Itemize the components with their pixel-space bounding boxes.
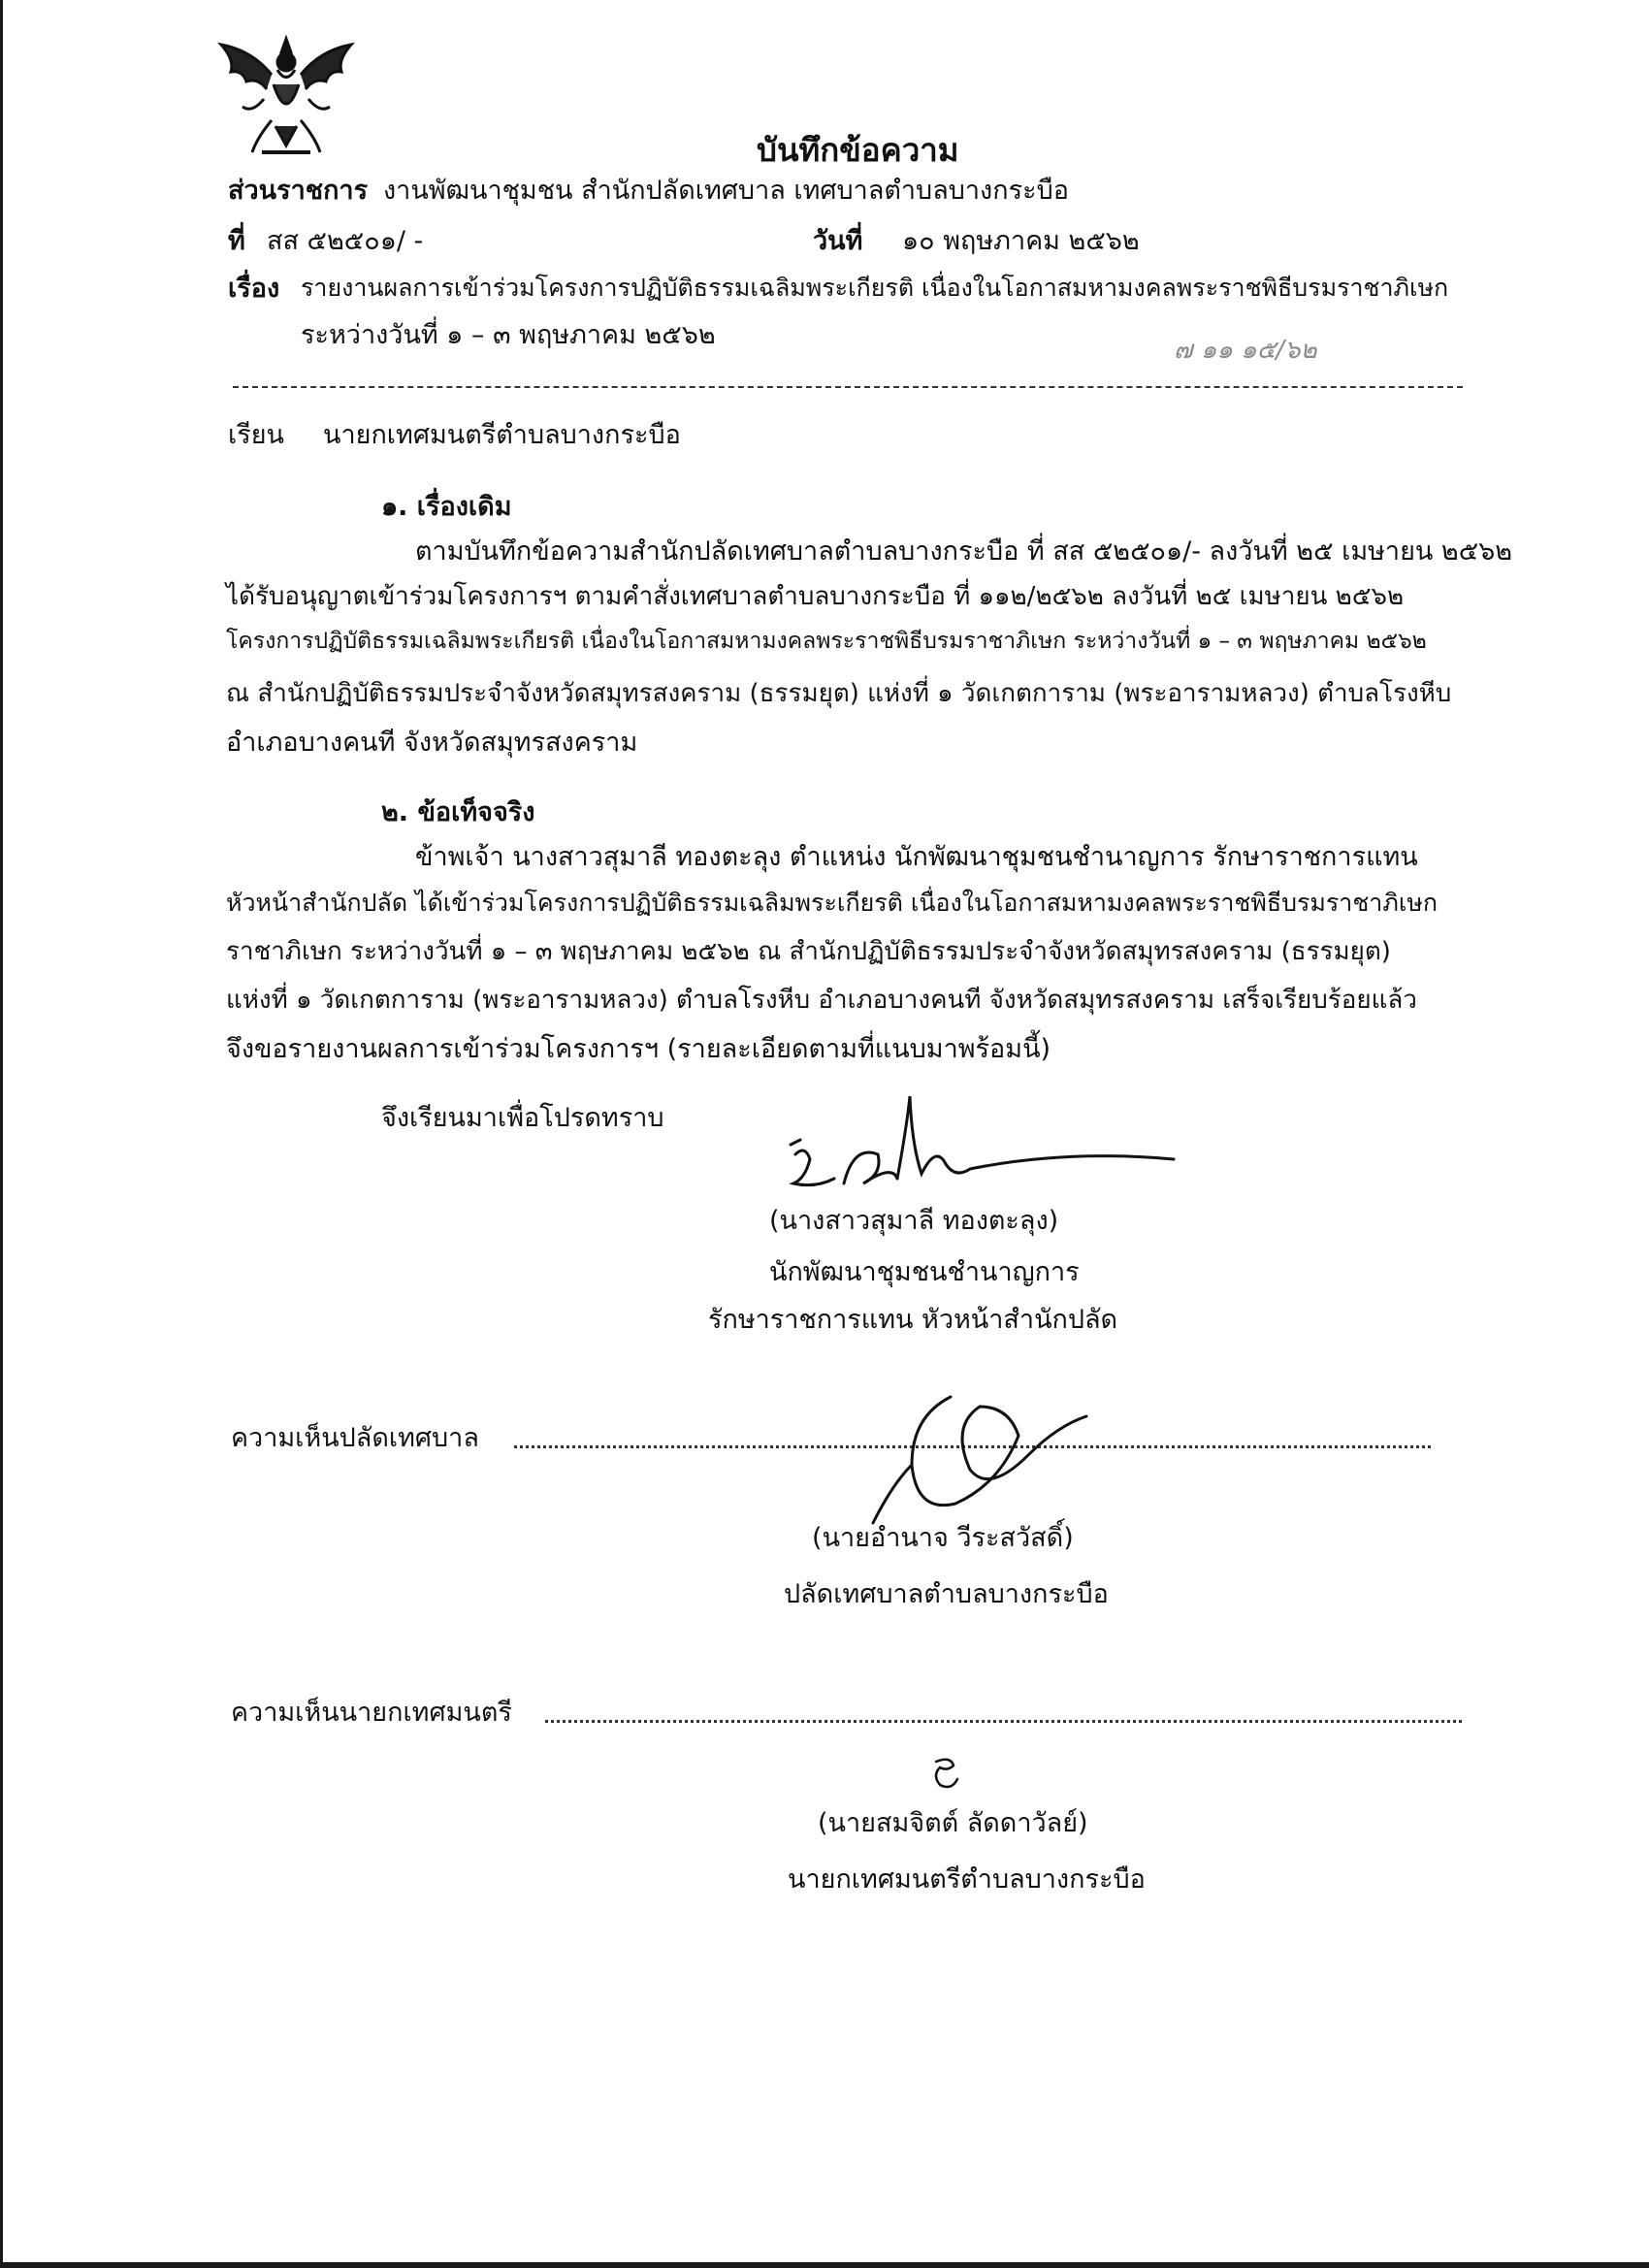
section2-line: แห่งที่ ๑ วัดเกตการาม (พระอารามหลวง) ตำบลโรงหีบ อำเภอบางคนที จังหวัดสมุทรสงคราม เสร็จเรียบร้อยแล้ว [226,986,1417,1015]
section2-line: ข้าพเจ้า นางสาวสุมาลี ทองตะลุง ตำแหน่ง นักพัฒนาชุมชนชำนาญการ รักษาราชการแทน [415,842,1418,872]
section2-line: จึงขอรายงานผลการเข้าร่วมโครงการฯ (รายละเอียดตามที่แนบมาพร้อมนี้) [226,1034,1051,1064]
signature-2 [834,1377,1106,1533]
clerk-name: (นายอำนาจ วีระสวัสดิ์) [812,1523,1074,1553]
section1-line: โครงการปฏิบัติธรรมเฉลิมพระเกียรติ เนื่องในโอกาสมหามงคลพระราชพิธีบรมราชาภิเษก ระหว่างวันที่ ๑ – ๓ พฤษภาคม ๒๕๖๒ [226,629,1427,654]
section1-line: ได้รับอนุญาตเข้าร่วมโครงการฯ ตามคำสั่งเทศบาลตำบลบางกระบือ ที่ ๑๑๒/๒๕๖๒ ลงวันที่ ๒๕ เมษายน ๒๕๖๒ [226,582,1405,611]
memo-title: บันทึกข้อความ [757,131,959,169]
mayor-opinion-label: ความเห็นนายกเทศมนตรี [231,1698,512,1728]
section1-heading: ๑. เรื่องเดิม [381,492,512,522]
salutation-label: เรียน [228,420,285,450]
header-divider [233,386,1463,388]
clerk-position: ปลัดเทศบาลตำบลบางกระบือ [784,1579,1109,1609]
ref-value: สส ๕๒๕๐๑/ - [267,226,424,256]
subject-line-1: รายงานผลการเข้าร่วมโครงการปฏิบัติธรรมเฉลิมพระเกียรติ เนื่องในโอกาสมหามงคลพระราชพิธีบรมราชาภิเษก [301,274,1449,302]
section1-line: ณ สำนักปฏิบัติธรรมประจำจังหวัดสมุทรสงคราม (ธรรมยุต) แห่งที่ ๑ วัดเกตการาม (พระอารามหลวง) ตำบลโรงหีบ [226,679,1452,708]
scan-edge-bottom [0,2262,1649,2268]
garuda-emblem-icon [213,31,359,162]
section1-line: อำเภอบางคนที จังหวัดสมุทรสงคราม [226,728,638,758]
section2-line: ราชาภิเษก ระหว่างวันที่ ๑ – ๓ พฤษภาคม ๒๕๖๒ ณ สำนักปฏิบัติธรรมประจำจังหวัดสมุทรสงคราม (ธรรมยุต) [226,937,1391,966]
section1-line: ตามบันทึกข้อความสำนักปลัดเทศบาลตำบลบางกระบือ ที่ สส ๕๒๕๐๑/- ลงวันที่ ๒๕ เมษายน ๒๕๖๒ [415,536,1513,567]
signature-3 [926,1754,965,1793]
section2-line: หัวหน้าสำนักปลัด ได้เข้าร่วมโครงการปฏิบัติธรรมเฉลิมพระเกียรติ เนื่องในโอกาสมหามงคลพระราชพิธีบรมราชาภิเษก [226,889,1438,917]
agency-label: ส่วนราชการ [228,176,369,206]
handwritten-note: ๗ ๑๑ ๑๕/๖๒ [1174,336,1317,365]
signer1-acting: รักษาราชการแทน หัวหน้าสำนักปลัด [708,1305,1118,1335]
subject-line-2: ระหว่างวันที่ ๑ – ๓ พฤษภาคม ๒๕๖๒ [301,320,716,350]
signature-1 [776,1086,1183,1213]
ref-label: ที่ [228,226,245,256]
closing-text: จึงเรียนมาเพื่อโปรดทราบ [381,1103,664,1133]
clerk-opinion-label: ความเห็นปลัดเทศบาล [231,1423,479,1453]
subject-label: เรื่อง [228,274,280,304]
mayor-name: (นายสมจิตต์ ลัดดาวัลย์) [818,1808,1088,1838]
agency-value: งานพัฒนาชุมชน สำนักปลัดเทศบาล เทศบาลตำบลบางกระบือ [383,176,1069,206]
signer1-position: นักพัฒนาชุมชนชำนาญการ [769,1257,1080,1287]
mayor-opinion-dotted-line [545,1720,1462,1723]
date-value: ๑๐ พฤษภาคม ๒๕๖๒ [902,226,1140,256]
section2-heading: ๒. ข้อเท็จจริง [381,797,535,827]
salutation-value: นายกเทศมนตรีตำบลบางกระบือ [323,420,681,450]
scan-edge-left [0,0,3,2268]
mayor-position: นายกเทศมนตรีตำบลบางกระบือ [788,1864,1146,1895]
signer1-name: (นางสาวสุมาลี ทองตะลุง) [769,1206,1059,1236]
date-label: วันที่ [813,226,863,256]
